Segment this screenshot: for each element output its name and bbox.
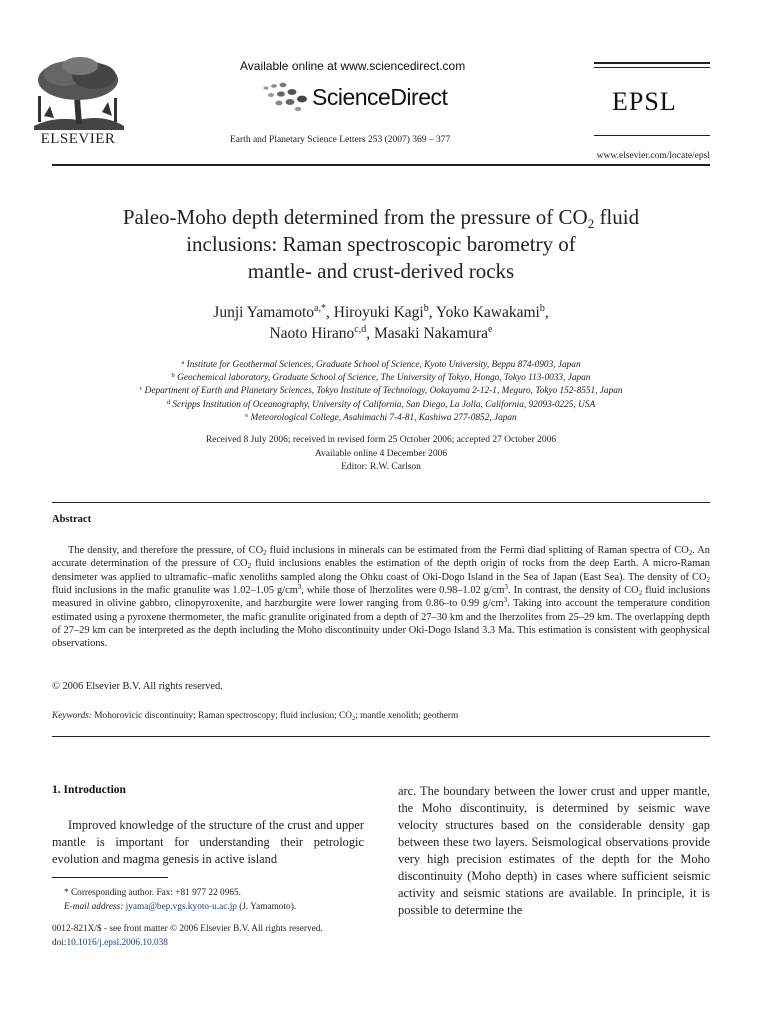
copyright-notice: © 2006 Elsevier B.V. All rights reserved. [52, 681, 223, 692]
journal-url-link[interactable]: www.elsevier.com/locate/epsl [596, 151, 710, 161]
affiliation-item: $^d$ Scripps Institution of Oceanography, University of California, San Diego, La Jolla, California, 92093-0225, USA [166, 398, 596, 410]
doi-line: doi:10.1016/j.epsl.2006.10.038 [52, 937, 168, 948]
corresponding-author-note: * Corresponding author. Fax: +81 977 22 0965. [64, 888, 241, 898]
journal-abbrev: EPSL [612, 87, 677, 116]
sciencedirect-logo[interactable] [262, 80, 502, 114]
abstract-heading: Abstract [52, 514, 92, 525]
epsl-rule-top-thin [594, 67, 710, 68]
author-name: Yoko Kawakami [435, 304, 540, 321]
author-name: Masaki Nakamura [373, 325, 489, 342]
online-date: Available online 4 December 2006 [314, 448, 448, 459]
abstract-bottom-divider [52, 736, 710, 737]
author-name: Hiroyuki Kagi [333, 304, 424, 321]
affiliation-list [52, 359, 710, 425]
footnote-divider [52, 877, 168, 878]
left-column-text: Improved knowledge of the structure of the crust and upper mantle is important for understanding their petrologic evolution and magma genesis in active island [52, 818, 364, 866]
article-title: Paleo-Moho depth determined from the pressure of $CO_2$ fluid inclusions: Raman spectroscopic barometry of mantle- and crust-derived rocks [122, 205, 640, 283]
sciencedirect-dots-icon [262, 80, 310, 112]
author-name: Junji Yamamoto [213, 304, 315, 321]
section-heading-introduction: 1. Introduction [52, 784, 126, 796]
epsl-rule-top [594, 62, 710, 64]
keywords-label: Keywords: [52, 711, 92, 721]
doi-link[interactable]: 10.1016/j.epsl.2006.10.038 [66, 937, 168, 948]
editor-line: Editor: R.W. Carlson [341, 462, 421, 472]
keywords-line: Keywords: Mohorovicic discontinuity; Raman spectroscopy; fluid inclusion; $CO_2$; mantle xenolith; geotherm [52, 711, 459, 722]
email-link[interactable]: jyama@bep.vgs.kyoto-u.ac.jp [125, 901, 237, 912]
author-list: Junji Yamamoto$^{a,*}$, Hiroyuki Kagi$^b$, Yoko Kawakami$^b$, Naoto Hirano$^{c,d}$, Masaki Nakamura$^e$ [213, 303, 549, 342]
received-dates: Received 8 July 2006; received in revised form 25 October 2006; accepted 27 October 2006 [205, 435, 557, 445]
affiliation-item: $^a$ Institute for Geothermal Sciences, Graduate School of Science, Kyoto University, Beppu 874-0903, Japan [181, 359, 581, 370]
issn-line: 0012-821X/$ - see front matter © 2006 Elsevier B.V. All rights reserved. [52, 924, 323, 934]
affiliation-item: $^b$ Geochemical laboratory, Graduate School of Science, The University of Tokyo, Hongo, Tokyo 113-0033, Japan [171, 372, 591, 384]
abstract-top-divider [52, 502, 710, 503]
right-column-text: arc. The boundary between the lower crust and upper mantle, the Moho discontinuity, is determined by seismic wave velocity structures based on the considerable density gap between these two layers. Seismological observations provide very high precision estimates of the depth for the Moho discontinuity (Moho depth) in cases where sufficient seismic activity and seismic stations are available. In principle, it is possible to determine the [398, 784, 710, 917]
available-online-text[interactable]: Available online at www.sciencedirect.com [240, 59, 466, 73]
sciencedirect-wordmark: ScienceDirect [312, 84, 448, 110]
publisher-wordmark: ELSEVIER [40, 131, 116, 147]
abstract-text: The density, and therefore the pressure, of $CO_2$ fluid inclusions in minerals can be estimated from the Fermi diad splitting of Raman spectra of $CO_2$. An accurate determination of the pressure of $CO_2$ fluid inclusions enables the estimation of the depth origin of rocks from the deep Earth. A micro-Raman densimeter was applied to ultramafic–mafic xenoliths sampled along the Ohku coast of Oki-Dogo Island in the Sea of Japan (East Sea). The density of $CO_2$ fluid inclusions in the mafic granulite was 1.02–1.05 $g/cm^3$, while those of lherzolites were 0.98–1.02 $g/cm^3$. In contrast, the density of $CO_2$ fluid inclusions measured in olivine gabbro, clinopyroxenite, and harzburgite were lower ranging from 0.86–to 0.99 $g/cm^3$. Taking into account the temperature condition estimated using a pyroxene thermometer, the mafic granulite originated from a depth of 27–30 km and the lherzolites from 25–29 km. The overlapping depth of 27–29 km can be interpreted as the depth including the Moho discontinuity under Oki-Dogo Island 3.3 Ma. This estimation is consistent with geophysical observations. [52, 545, 710, 650]
article-dates [52, 434, 710, 475]
email-line: E-mail address: jyama@bep.vgs.kyoto-u.ac.jp (J. Yamamoto). [64, 901, 297, 912]
footnote [52, 887, 372, 914]
affiliation-item: $^c$ Department of Earth and Planetary Sciences, Tokyo Institute of Technology, Ookayama 2-12-1, Meguro, Tokyo 152-8551, Japan [139, 385, 623, 397]
journal-reference: Earth and Planetary Science Letters 253 (2007) 369 – 377 [230, 135, 451, 145]
author-name: Naoto Hirano [269, 325, 355, 342]
article-meta-footer [52, 923, 323, 950]
header-divider [52, 164, 710, 166]
affiliation-item: $^e$ Meteorological College, Asahimachi 7-4-81, Kashiwa 277-0852, Japan [245, 411, 517, 423]
epsl-rule-bottom [594, 135, 710, 136]
